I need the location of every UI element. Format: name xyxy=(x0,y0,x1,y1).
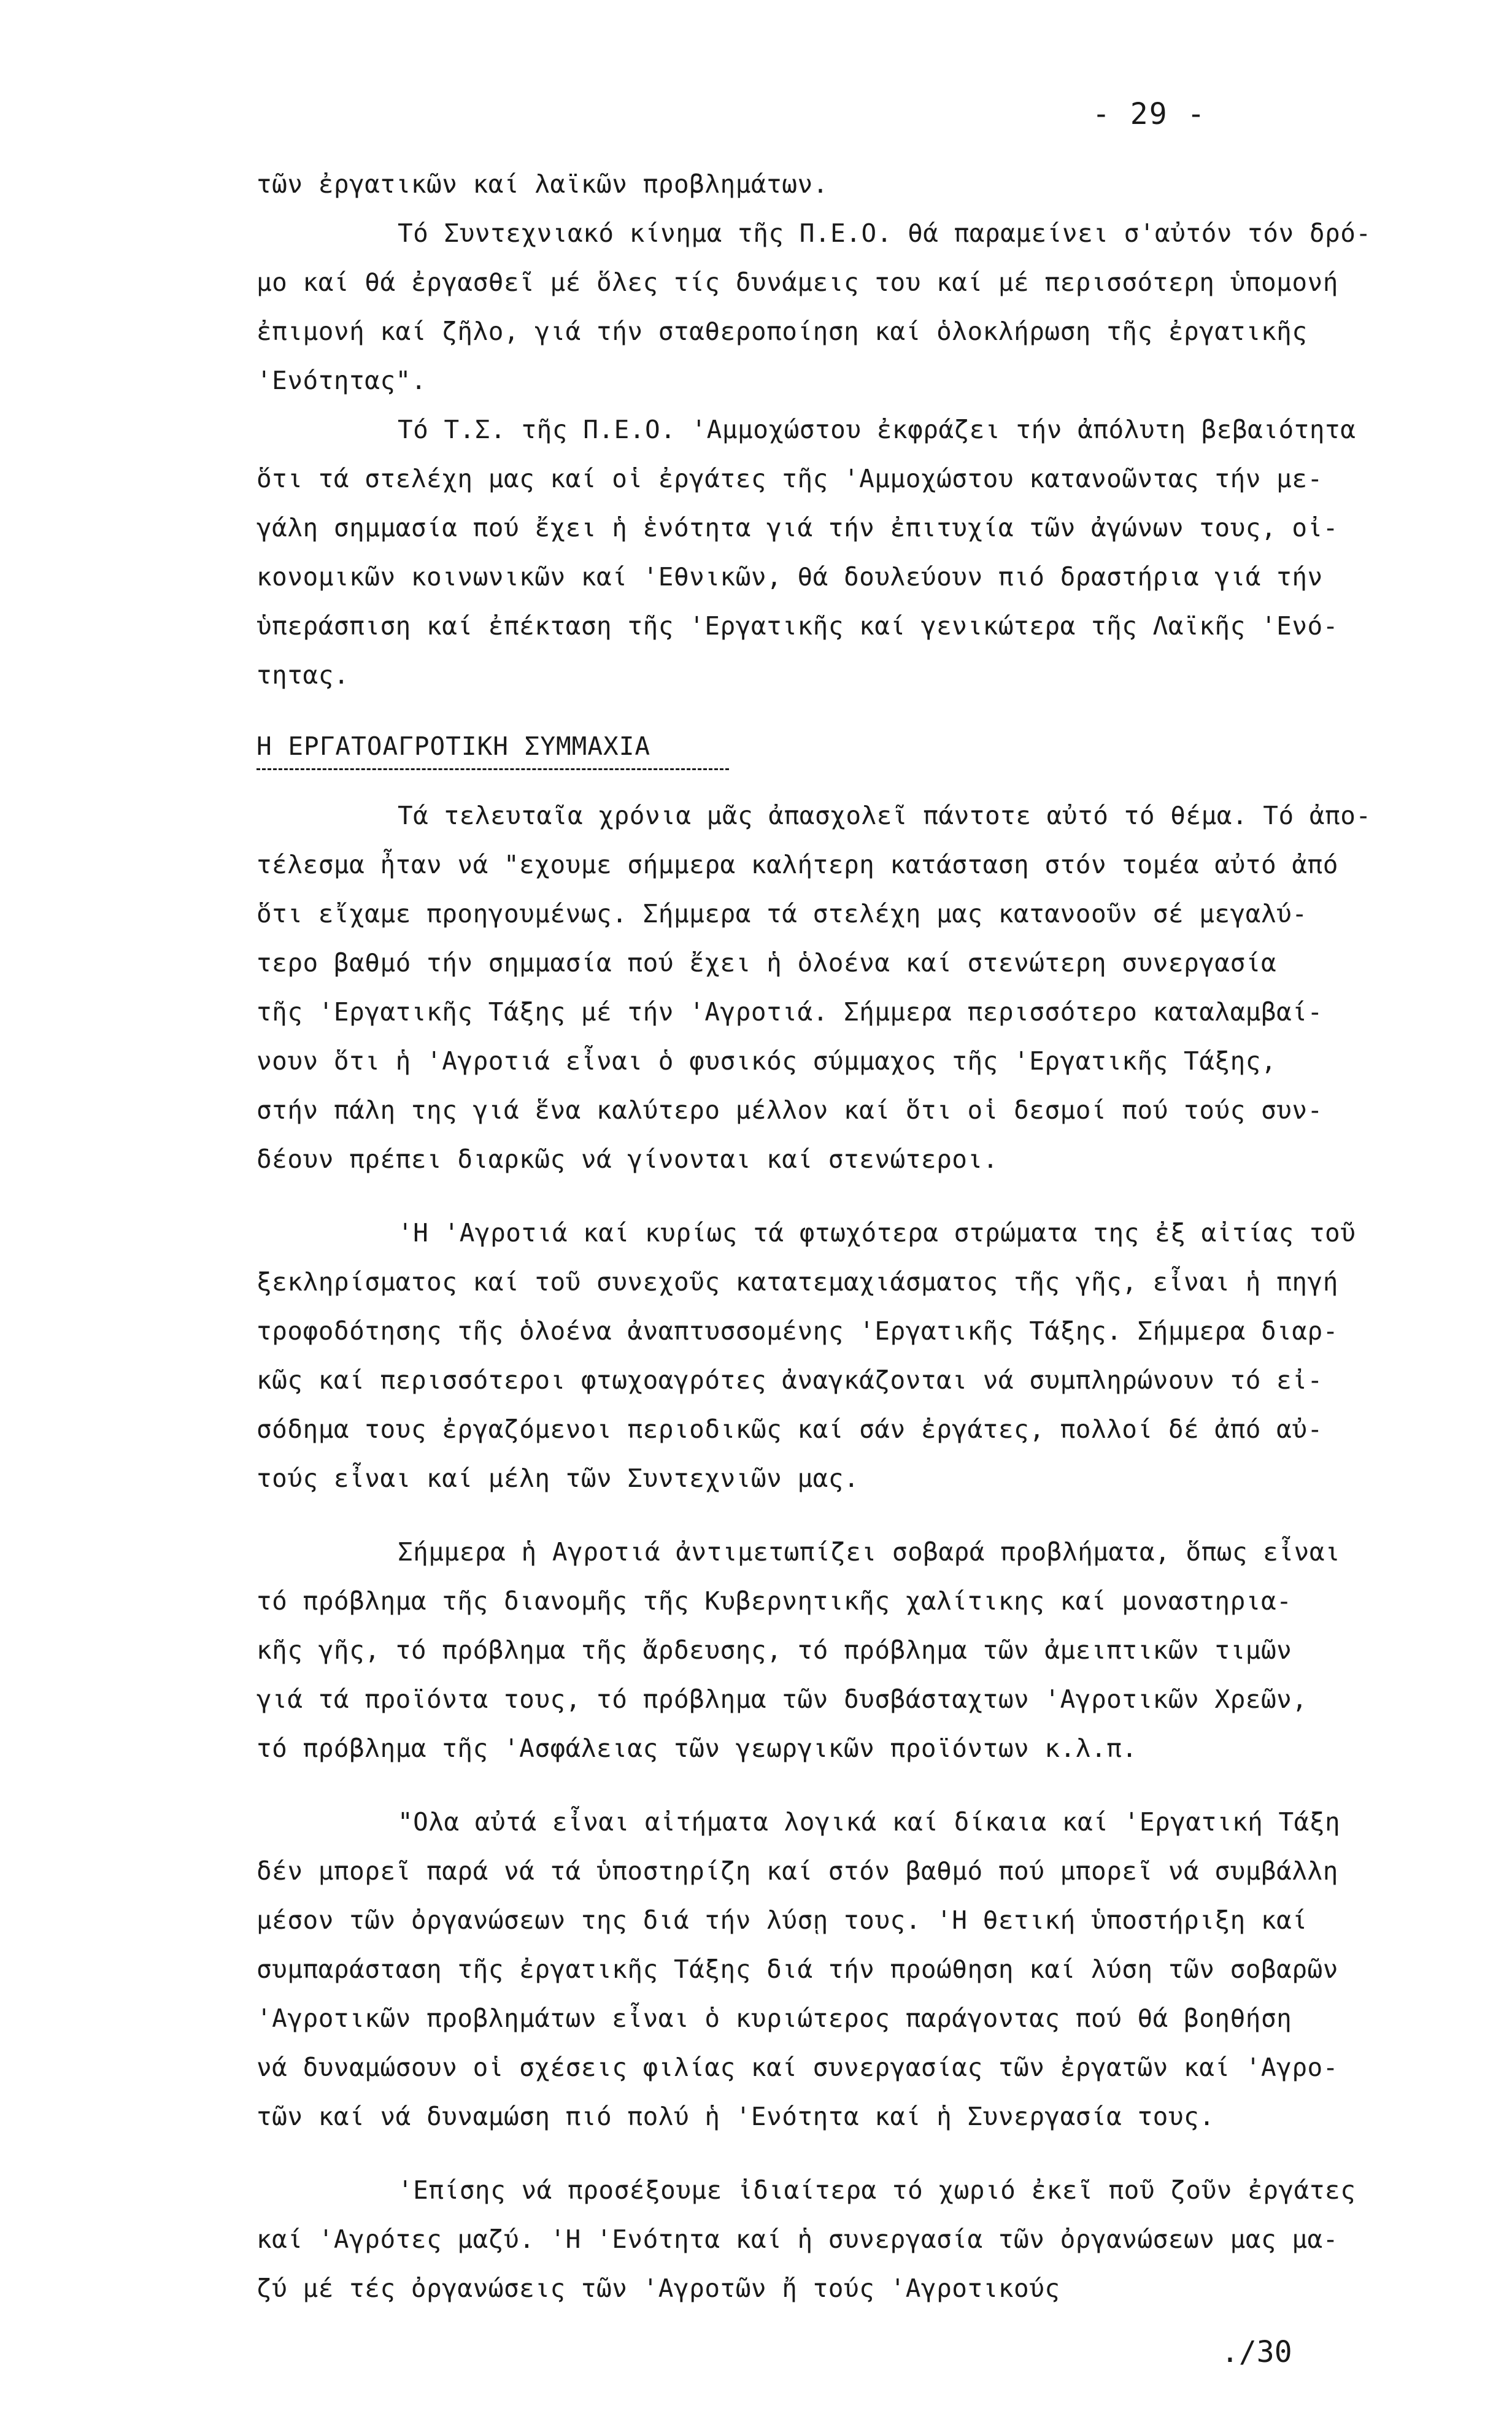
text-line: 'Ενότητας". xyxy=(256,366,427,395)
text-line: δέουν πρέπει διαρκῶς νά γίνονται καί στενώτεροι. xyxy=(256,1144,998,1174)
text-line: γάλη σημμασία πού ἔχει ἡ ἑνότητα γιά τήν ἐπιτυχία τῶν ἀγώνων τους, οἰ- xyxy=(256,513,1338,542)
text-line: στήν πάλη της γιά ἕνα καλύτερο μέλλον καί ὅτι οἱ δεσμοί πού τούς συν- xyxy=(256,1095,1323,1125)
text-line: μέσον τῶν ὀργανώσεων της διά τήν λύσῃ τους. 'Η θετική ὑποστήριξη καί xyxy=(256,1905,1308,1935)
paragraph xyxy=(256,1527,1441,1773)
text-line: ὑπεράσπιση καί ἐπέκταση τῆς 'Εργατικῆς καί γενικώτερα τῆς Λαϊκῆς 'Ενό- xyxy=(256,611,1338,641)
text-line: "Ολα αὐτά εἶναι αἰτήματα λογικά καί δίκαια καί 'Εργατική Τάξη xyxy=(398,1807,1341,1837)
text-line: γιά τά προϊόντα τους, τό πρόβλημα τῶν δυσβάσταχτων 'Αγροτικῶν Χρεῶν, xyxy=(256,1684,1308,1714)
text-line: 'Η 'Αγροτιά καί κυρίως τά φτωχότερα στρώματα της ἐξ αἰτίας τοῦ xyxy=(398,1218,1356,1248)
page-number: - 29 - xyxy=(1092,97,1206,131)
text-line: καί 'Αγρότες μαζύ. 'Η 'Ενότητα καί ἡ συνεργασία τῶν ὀργανώσεων μας μα- xyxy=(256,2224,1338,2254)
text-line: ξεκληρίσματος καί τοῦ συνεχοῦς κατατεμαχιάσματος τῆς γῆς, εἶναι ἡ πηγή xyxy=(256,1267,1338,1297)
heading-underline xyxy=(256,768,729,770)
paragraph xyxy=(256,791,1441,1184)
text-line: τερο βαθμό τήν σημμασία πού ἔχει ἡ ὁλοένα καί στενώτερη συνεργασία xyxy=(256,948,1277,978)
text-line: τό πρόβλημα τῆς 'Ασφάλειας τῶν γεωργικῶν προϊόντων κ.λ.π. xyxy=(256,1734,1138,1763)
text-line: τῶν καί νά δυναμώση πιό πολύ ἡ 'Ενότητα καί ἡ Συνεργασία τους. xyxy=(256,2102,1215,2131)
text-line: ὅτι τά στελέχη μας καί οἱ ἐργάτες τῆς 'Αμμοχώστου κατανοῶντας τήν με- xyxy=(256,464,1323,493)
text-line: Τά τελευταῖα χρόνια μᾶς ἀπασχολεῖ πάντοτε αὐτό τό θέμα. Τό ἀπο- xyxy=(398,801,1371,830)
paragraph xyxy=(256,1208,1441,1503)
document-body xyxy=(256,160,1441,2313)
text-line: 'Αγροτικῶν προβλημάτων εἶναι ὁ κυριώτερος παράγοντας πού θά βοηθήση xyxy=(256,2004,1292,2033)
section-continuation xyxy=(256,160,1441,700)
text-line: συμπαράσταση τῆς ἐργατικῆς Τάξης διά τήν προώθηση καί λύση τῶν σοβαρῶν xyxy=(256,1954,1338,1984)
text-line: σόδημα τους ἐργαζόμενοι περιοδικῶς καί σάν ἐργάτες, πολλοί δέ ἀπό αὐ- xyxy=(256,1414,1323,1444)
text-line: 'Επίσης νά προσέξουμε ἰδιαίτερα τό χωριό ἐκεῖ ποῦ ζοῦν ἐργάτες xyxy=(398,2175,1356,2205)
text-line: τητας. xyxy=(256,660,350,690)
text-line: Τό Συντεχνιακό κίνημα τῆς Π.Ε.Ο. θά παραμείνει σ'αὐτόν τόν δρό- xyxy=(398,218,1371,248)
text-line: τέλεσμα ἦταν νά "εχουμε σήμμερα καλήτερη κατάσταση στόν τομέα αὐτό ἀπό xyxy=(256,850,1338,879)
text-line: τροφοδότησης τῆς ὁλοένα ἀναπτυσσομένης 'Εργατικῆς Τάξης. Σήμμερα διαρ- xyxy=(256,1316,1338,1346)
text-line: μο καί θά ἐργασθεῖ μέ ὅλες τίς δυνάμεις του καί μέ περισσότερη ὑπομονή xyxy=(256,268,1338,297)
paragraph xyxy=(256,1797,1441,2141)
text-line: ὅτι εἴχαμε προηγουμένως. Σήμμερα τά στελέχη μας κατανοοῦν σέ μεγαλύ- xyxy=(256,899,1308,928)
text-line: τό πρόβλημα τῆς διανομῆς τῆς Κυβερνητικῆς χαλίτικης καί μοναστηρια- xyxy=(256,1586,1292,1616)
paragraph xyxy=(256,2166,1441,2313)
text-line: τῆς 'Εργατικῆς Τάξης μέ τήν 'Αγροτιά. Σήμμερα περισσότερο καταλαμβαί- xyxy=(256,997,1323,1027)
section-heading: Η ΕΡΓΑΤΟΑΓΡΟΤΙΚΗ ΣΥΜΜΑΧΙΑ xyxy=(256,731,651,761)
text-line: κῶς καί περισσότεροι φτωχοαγρότες ἀναγκάζονται νά συμπληρώνουν τό εἰ- xyxy=(256,1365,1323,1395)
text-line: τῶν ἐργατικῶν καί λαϊκῶν προβλημάτων. xyxy=(256,169,828,199)
text-line: ζύ μέ τές ὀργανώσεις τῶν 'Αγροτῶν ἤ τούς 'Αγροτικούς xyxy=(256,2274,1060,2303)
text-line: Τό Τ.Σ. τῆς Π.Ε.Ο. 'Αμμοχώστου ἐκφράζει τήν ἀπόλυτη βεβαιότητα xyxy=(398,415,1356,444)
text-line: κονομικῶν κοινωνικῶν καί 'Εθνικῶν, θά δουλεύουν πιό δραστήρια γιά τήν xyxy=(256,562,1323,592)
text-line: ἐπιμονή καί ζῆλο, γιά τήν σταθεροποίηση καί ὁλοκλήρωση τῆς ἐργατικῆς xyxy=(256,317,1308,346)
text-line: δέν μπορεῖ παρά νά τά ὑποστηρίζη καί στόν βαθμό πού μπορεῖ νά συμβάλλη xyxy=(256,1856,1338,1886)
text-line: κῆς γῆς, τό πρόβλημα τῆς ἄρδευσης, τό πρόβλημα τῶν ἀμειπτικῶν τιμῶν xyxy=(256,1635,1292,1665)
text-line: τούς εἶναι καί μέλη τῶν Συντεχνιῶν μας. xyxy=(256,1464,860,1493)
text-line: νουν ὅτι ἡ 'Αγροτιά εἶναι ὁ φυσικός σύμμαχος τῆς 'Εργατικῆς Τάξης, xyxy=(256,1046,1277,1076)
continuation-page-ref: ./30 xyxy=(1221,2335,1292,2369)
text-line: νά δυναμώσουν οἱ σχέσεις φιλίας καί συνεργασίας τῶν ἐργατῶν καί 'Αγρο- xyxy=(256,2053,1338,2082)
text-line: Σήμμερα ἡ Αγροτιά ἀντιμετωπίζει σοβαρά προβλήματα, ὅπως εἶναι xyxy=(398,1537,1341,1567)
